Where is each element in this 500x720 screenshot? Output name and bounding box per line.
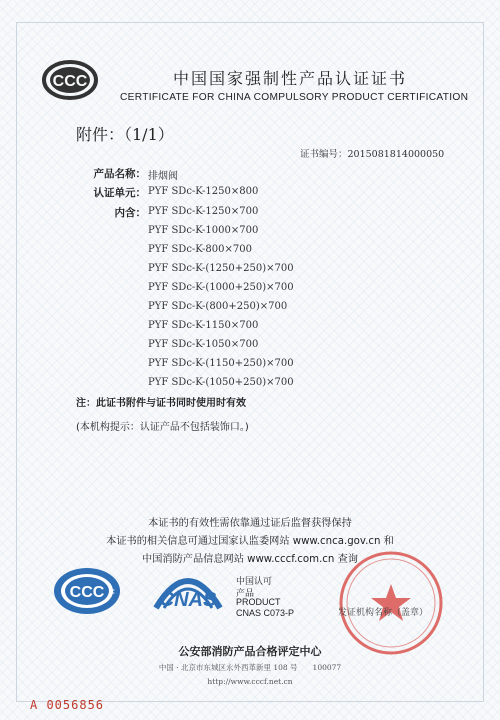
- contents-item: PYF SDc-K-1250×700: [148, 206, 259, 217]
- contents-item: PYF SDc-K-(1250+250)×700: [148, 263, 294, 274]
- contents-item: PYF SDc-K-(1050+250)×700: [148, 377, 294, 388]
- contents-item: PYF SDc-K-800×700: [148, 244, 252, 255]
- contents-item: PYF SDc-K-(1000+250)×700: [148, 282, 294, 293]
- svg-text:CCC: CCC: [52, 73, 88, 90]
- issuer-sign-label: 发证机构名称（盖章）: [338, 608, 429, 618]
- contents-item: PYF SDc-K-1150×700: [148, 320, 259, 331]
- official-seal-icon: [336, 548, 446, 658]
- attachment-label: 附件：（1/1）: [76, 125, 174, 144]
- certificate-title-cn: 中国国家强制性产品认证证书: [172, 69, 407, 88]
- issuer-name: 公安部消防产品合格评定中心: [178, 645, 322, 658]
- unit-label: 认证单元：: [93, 187, 146, 199]
- svg-text:F: F: [109, 588, 115, 598]
- agency-hint: (本机构提示：认证产品不包括装饰口。): [76, 422, 249, 433]
- validity-line-2: 本证书的相关信息可通过国家认监委网站 www.cnca.gov.cn 和: [106, 536, 394, 547]
- validity-line-3: 中国消防产品信息网站 www.cccf.com.cn 查询: [142, 554, 358, 565]
- contents-item: PYF SDc-K-1000×700: [148, 225, 259, 236]
- contents-item: PYF SDc-K-(1150+250)×700: [148, 358, 294, 369]
- certificate-number: 证书编号：2015081814000050: [300, 149, 445, 160]
- ccc-fire-logo-icon: [52, 566, 122, 616]
- issuer-address: 中国 · 北京市东城区永外西革新里 108 号 100077: [158, 663, 342, 672]
- serial-number: A 0056856: [30, 698, 105, 712]
- cnas-line-1: 中国认可: [236, 576, 273, 586]
- unit-value: PYF SDc-K-1250×800: [148, 186, 259, 197]
- cnas-logo-icon: [148, 560, 228, 620]
- contents-label: 内含：: [114, 207, 146, 219]
- contents-item: PYF SDc-K-1050×700: [148, 339, 259, 350]
- cnas-logo-text: CNAS: [159, 589, 217, 611]
- certificate-title-en: CERTIFICATE FOR CHINA COMPULSORY PRODUCT CERTIFICATION: [120, 92, 469, 103]
- issuer-website: http://www.cccf.net.cn: [207, 677, 293, 686]
- svg-text:CCC: CCC: [69, 584, 105, 601]
- product-name-label: 产品名称：: [93, 168, 146, 180]
- cnas-line-3: PRODUCT: [236, 597, 281, 607]
- contents-item: PYF SDc-K-(800+250)×700: [148, 301, 288, 312]
- validity-line-1: 本证书的有效性需依靠通过证后监督获得保持: [148, 518, 352, 529]
- validity-note: 注：此证书附件与证书同时使用时有效: [76, 398, 246, 409]
- cnas-line-4: CNAS C073-P: [236, 608, 295, 618]
- product-name-value: 排烟阀: [148, 171, 178, 182]
- cnas-line-2: 产品: [236, 588, 255, 598]
